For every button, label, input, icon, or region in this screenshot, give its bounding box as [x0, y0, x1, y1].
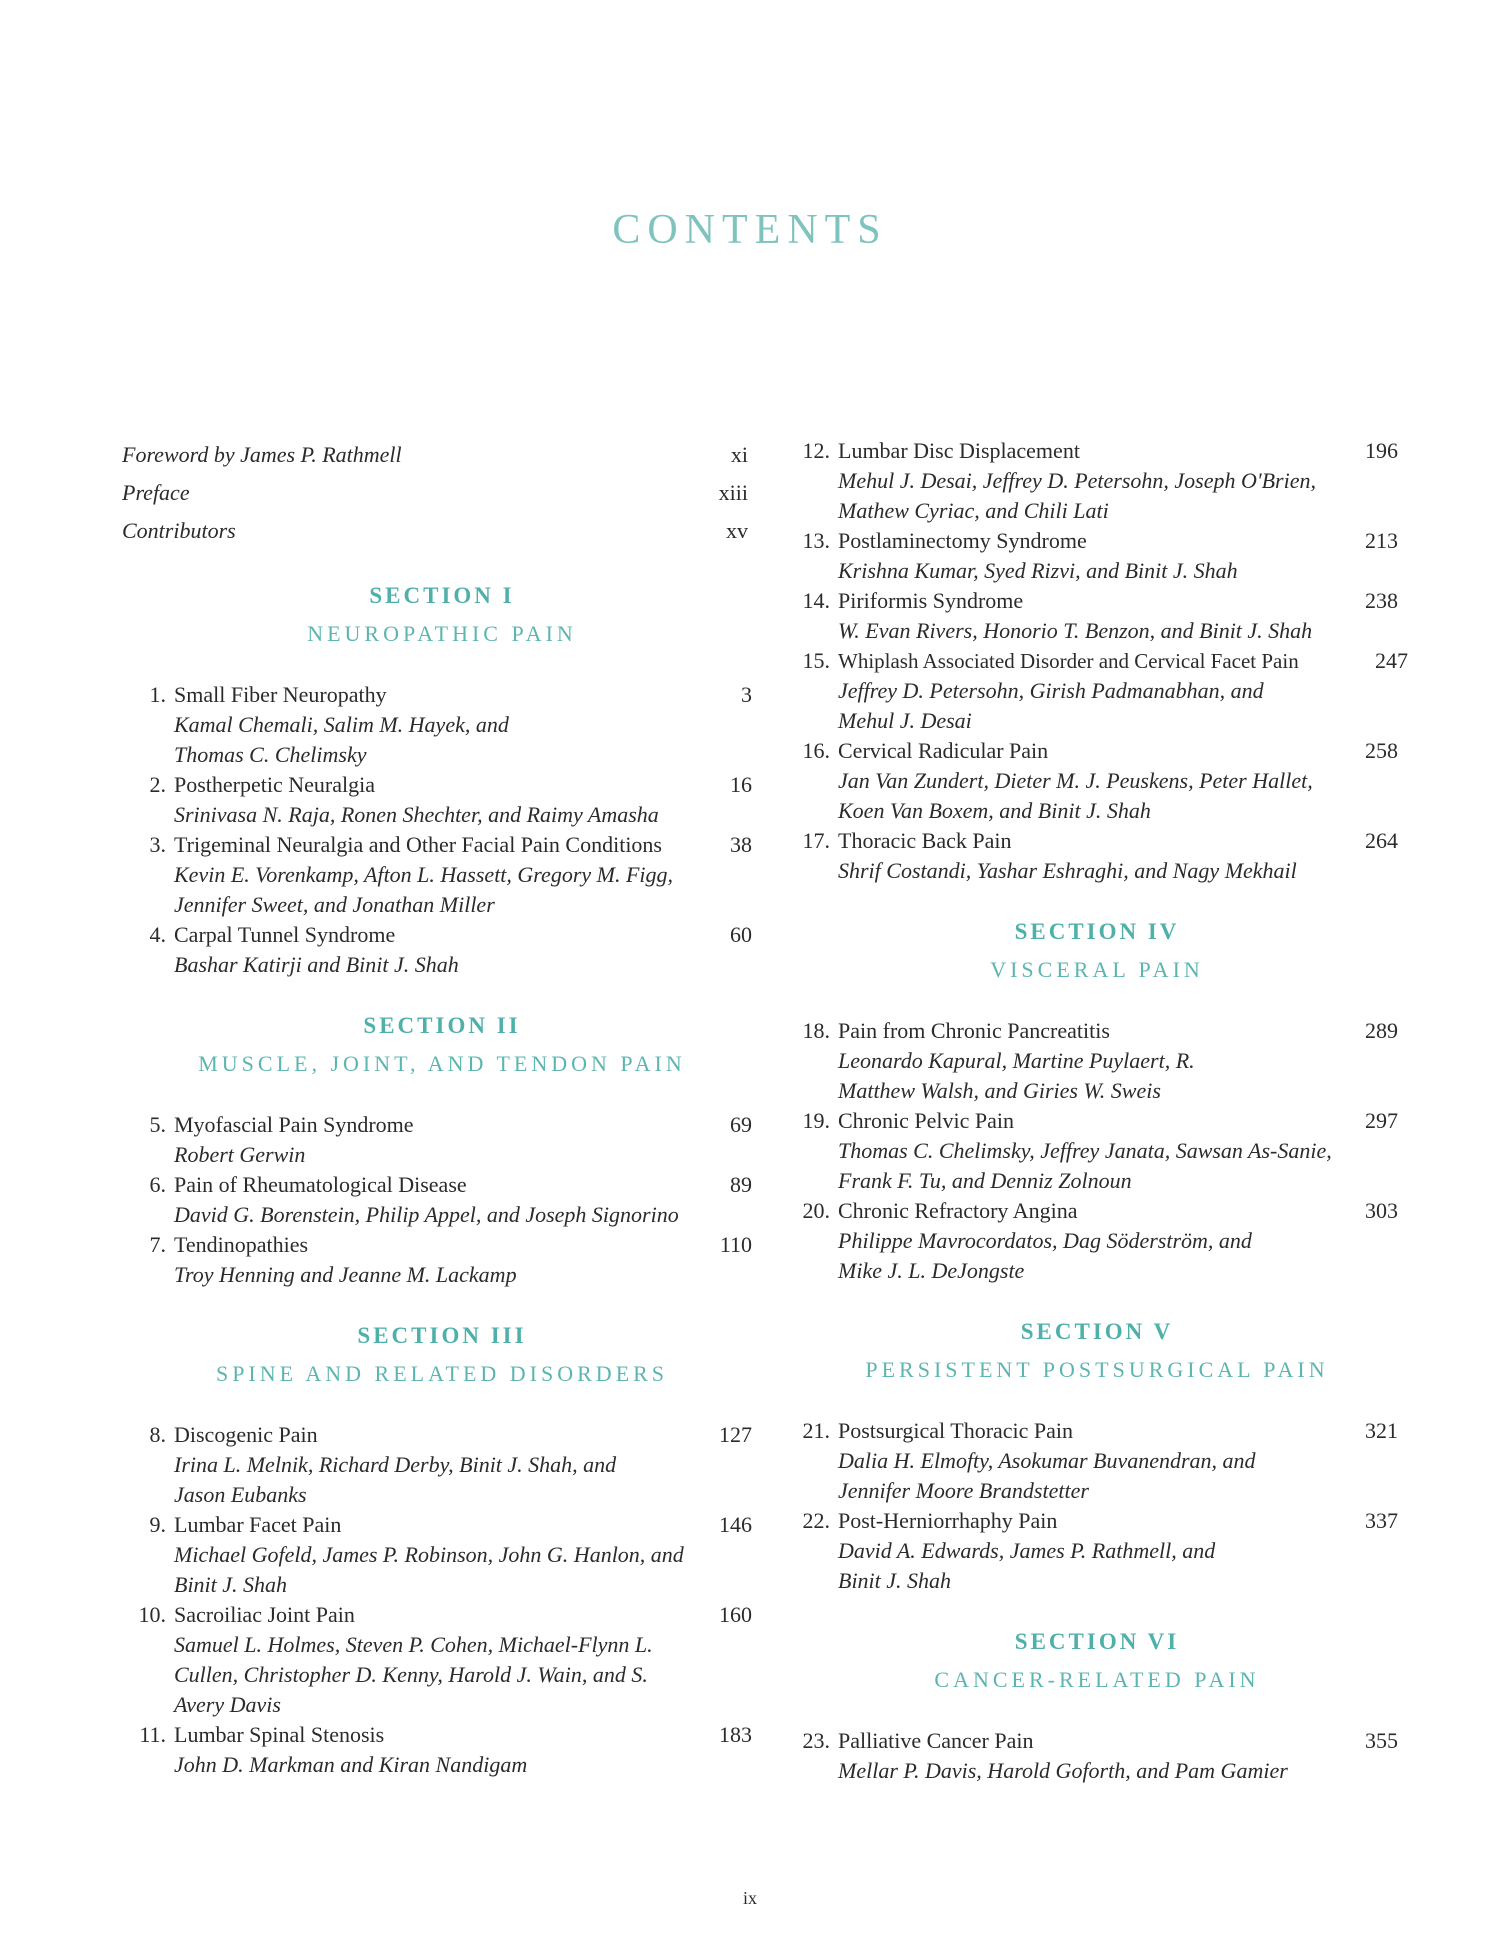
chapter-authors: Samuel L. Holmes, Steven P. Cohen, Michael-Flynn L. Cullen, Christopher D. Kenny, Harold J. Wain, and S. Avery Davis [174, 1632, 653, 1717]
chapter-page: 213 [1365, 528, 1398, 553]
chapter-entry-11 [122, 1720, 762, 1780]
section-number: SECTION VI [1014, 1629, 1180, 1654]
chapter-page: 264 [1365, 828, 1398, 853]
chapter-page: 238 [1365, 588, 1398, 613]
chapter-entry-10 [122, 1600, 762, 1720]
section-title: MUSCLE, JOINT, AND TENDON PAIN [198, 1051, 686, 1076]
chapter-number: 6. [149, 1172, 166, 1197]
section-number: SECTION IV [1014, 919, 1180, 944]
chapter-page: 110 [719, 1232, 752, 1257]
chapter-title: Sacroiliac Joint Pain [174, 1602, 355, 1627]
chapter-authors: Shrif Costandi, Yashar Eshraghi, and Nagy Mekhail [838, 858, 1297, 883]
section-title: SPINE AND RELATED DISORDERS [215, 1361, 669, 1386]
section-title: CANCER-RELATED PAIN [934, 1667, 1260, 1692]
page-number: ix [742, 1888, 757, 1908]
chapter-title: Postherpetic Neuralgia [174, 772, 375, 797]
chapter-page: 303 [1365, 1198, 1398, 1223]
chapter-page: 38 [730, 832, 752, 857]
chapter-number: 9. [149, 1512, 166, 1537]
chapter-authors: Mehul J. Desai, Jeffrey D. Petersohn, Joseph O'Brien, Mathew Cyriac, and Chili Lati [838, 468, 1316, 523]
chapter-number: 22. [802, 1508, 830, 1533]
chapter-authors: Jan Van Zundert, Dieter M. J. Peuskens, Peter Hallet, Koen Van Boxem, and Binit J. Shah [838, 768, 1313, 823]
chapter-number: 14. [802, 588, 830, 613]
chapter-number: 16. [802, 738, 830, 763]
chapter-number: 20. [802, 1198, 830, 1223]
chapter-page: 247 [1375, 648, 1408, 673]
chapter-entry-5 [122, 1110, 762, 1170]
chapter-entry-1 [122, 680, 762, 770]
section-3-heading [122, 1318, 762, 1394]
chapter-number: 23. [802, 1728, 830, 1753]
front-matter-page: xi [730, 442, 748, 467]
chapter-entry-22 [786, 1506, 1408, 1596]
chapter-page: 16 [730, 772, 752, 797]
chapter-title: Lumbar Spinal Stenosis [174, 1722, 385, 1747]
section-4-heading [786, 914, 1408, 990]
chapter-title: Lumbar Disc Displacement [838, 438, 1080, 463]
chapter-title: Pain of Rheumatological Disease [174, 1172, 467, 1197]
chapter-authors: Dalia H. Elmofty, Asokumar Buvanendran, and Jennifer Moore Brandstetter [838, 1448, 1256, 1503]
section-6-heading [786, 1624, 1408, 1700]
chapter-number: 17. [802, 828, 830, 853]
chapter-authors: David G. Borenstein, Philip Appel, and Joseph Signorino [174, 1202, 679, 1227]
contents-left-column [122, 436, 762, 1780]
chapter-authors: Krishna Kumar, Syed Rizvi, and Binit J. Shah [838, 558, 1238, 583]
chapter-authors: Jeffrey D. Petersohn, Girish Padmanabhan, and Mehul J. Desai [838, 678, 1264, 733]
chapter-title: Cervical Radicular Pain [838, 738, 1049, 763]
chapter-title: Thoracic Back Pain [838, 828, 1012, 853]
chapter-number: 5. [149, 1112, 166, 1137]
front-matter-label: Preface [122, 480, 190, 505]
chapter-authors: John D. Markman and Kiran Nandigam [174, 1752, 528, 1777]
chapter-title: Piriformis Syndrome [838, 588, 1024, 613]
chapter-authors: Kevin E. Vorenkamp, Afton L. Hassett, Gregory M. Figg, Jennifer Sweet, and Jonathan Miller [174, 862, 674, 917]
chapter-entry-8 [122, 1420, 762, 1510]
chapter-authors: Srinivasa N. Raja, Ronen Shechter, and Raimy Amasha [174, 802, 659, 827]
chapter-title: Postsurgical Thoracic Pain [838, 1418, 1074, 1443]
section-number: SECTION III [357, 1323, 527, 1348]
chapter-number: 11. [139, 1722, 166, 1747]
chapter-authors: Thomas C. Chelimsky, Jeffrey Janata, Sawsan As-Sanie, Frank F. Tu, and Denniz Zolnoun [838, 1138, 1332, 1193]
chapter-page: 289 [1365, 1018, 1398, 1043]
chapter-entry-16 [786, 736, 1408, 826]
chapter-page: 60 [730, 922, 752, 947]
front-matter-foreword [122, 436, 762, 474]
front-matter-label: Contributors [122, 518, 236, 543]
chapter-entry-20 [786, 1196, 1408, 1286]
chapter-authors: Kamal Chemali, Salim M. Hayek, and Thomas C. Chelimsky [174, 712, 509, 767]
chapter-page: 183 [719, 1722, 752, 1747]
chapter-number: 10. [138, 1602, 166, 1627]
chapter-number: 15. [802, 648, 830, 673]
chapter-number: 1. [149, 682, 166, 707]
front-matter-contributors [122, 512, 762, 550]
chapter-entry-9 [122, 1510, 762, 1600]
chapter-entry-23 [786, 1726, 1408, 1786]
chapter-entry-18 [786, 1016, 1408, 1106]
chapter-page: 89 [730, 1172, 752, 1197]
chapter-entry-17 [786, 826, 1408, 886]
contents-right-column [786, 436, 1408, 1786]
chapter-number: 13. [802, 528, 830, 553]
chapter-title: Trigeminal Neuralgia and Other Facial Pain Conditions [174, 832, 662, 857]
section-5-heading [786, 1314, 1408, 1390]
chapter-page: 196 [1365, 438, 1398, 463]
chapter-page: 297 [1365, 1108, 1398, 1133]
chapter-entry-15 [786, 646, 1408, 736]
chapter-title: Pain from Chronic Pancreatitis [838, 1018, 1110, 1043]
chapter-title: Tendinopathies [174, 1232, 309, 1257]
chapter-number: 7. [149, 1232, 166, 1257]
chapter-authors: W. Evan Rivers, Honorio T. Benzon, and Binit J. Shah [838, 618, 1313, 643]
chapter-page: 69 [730, 1112, 752, 1137]
page-title: CONTENTS [612, 207, 888, 253]
chapter-page: 127 [719, 1422, 752, 1447]
chapter-authors: Bashar Katirji and Binit J. Shah [174, 952, 459, 977]
chapter-page: 355 [1365, 1728, 1398, 1753]
chapter-entry-3 [122, 830, 762, 920]
chapter-title: Myofascial Pain Syndrome [174, 1112, 414, 1137]
chapter-entry-14 [786, 586, 1408, 646]
chapter-entry-13 [786, 526, 1408, 586]
front-matter-preface [122, 474, 762, 512]
chapter-title: Post-Herniorrhaphy Pain [838, 1508, 1058, 1533]
section-1-heading [122, 578, 762, 654]
chapter-title: Whiplash Associated Disorder and Cervical Facet Pain [838, 649, 1299, 673]
chapter-number: 8. [149, 1422, 166, 1447]
chapter-number: 4. [149, 922, 166, 947]
chapter-number: 3. [149, 832, 166, 857]
section-title: NEUROPATHIC PAIN [307, 621, 577, 646]
chapter-entry-7 [122, 1230, 762, 1290]
chapter-number: 18. [802, 1018, 830, 1043]
chapter-page: 337 [1365, 1508, 1398, 1533]
chapter-entry-19 [786, 1106, 1408, 1196]
chapter-page: 321 [1365, 1418, 1398, 1443]
chapter-entry-6 [122, 1170, 762, 1230]
chapter-number: 2. [149, 772, 166, 797]
chapter-title: Carpal Tunnel Syndrome [174, 922, 396, 947]
front-matter-page: xiii [718, 480, 748, 505]
chapter-title: Postlaminectomy Syndrome [838, 528, 1087, 553]
chapter-number: 21. [802, 1418, 830, 1443]
chapter-authors: Robert Gerwin [174, 1142, 306, 1167]
chapter-page: 146 [719, 1512, 752, 1537]
chapter-title: Lumbar Facet Pain [174, 1512, 342, 1537]
chapter-page: 258 [1365, 738, 1398, 763]
chapter-number: 12. [802, 438, 830, 463]
chapter-entry-2 [122, 770, 762, 830]
chapter-page: 160 [719, 1602, 752, 1627]
section-number: SECTION I [369, 583, 515, 608]
chapter-title: Chronic Refractory Angina [838, 1198, 1078, 1223]
chapter-entry-21 [786, 1416, 1408, 1506]
section-title: VISCERAL PAIN [990, 957, 1204, 982]
chapter-entry-12 [786, 436, 1408, 526]
chapter-authors: Michael Gofeld, James P. Robinson, John G. Hanlon, and Binit J. Shah [174, 1542, 684, 1597]
chapter-title: Small Fiber Neuropathy [174, 682, 387, 707]
section-2-heading [122, 1008, 762, 1084]
chapter-authors: Philippe Mavrocordatos, Dag Söderström, and Mike J. L. DeJongste [838, 1228, 1252, 1283]
chapter-authors: Mellar P. Davis, Harold Goforth, and Pam Gamier [838, 1758, 1288, 1783]
front-matter-page: xv [726, 518, 748, 543]
chapter-number: 19. [802, 1108, 830, 1133]
chapter-authors: Troy Henning and Jeanne M. Lackamp [174, 1262, 517, 1287]
chapter-title: Palliative Cancer Pain [838, 1728, 1034, 1753]
section-title: PERSISTENT POSTSURGICAL PAIN [865, 1357, 1329, 1382]
front-matter-label: Foreword by James P. Rathmell [122, 442, 402, 467]
section-number: SECTION V [1020, 1319, 1174, 1344]
chapter-page: 3 [741, 682, 752, 707]
chapter-title: Chronic Pelvic Pain [838, 1108, 1014, 1133]
chapter-title: Discogenic Pain [174, 1422, 318, 1447]
chapter-entry-4 [122, 920, 762, 980]
chapter-authors: Leonardo Kapural, Martine Puylaert, R. Matthew Walsh, and Giries W. Sweis [838, 1048, 1195, 1103]
chapter-authors: Irina L. Melnik, Richard Derby, Binit J. Shah, and Jason Eubanks [174, 1452, 617, 1507]
section-number: SECTION II [363, 1013, 521, 1038]
chapter-authors: David A. Edwards, James P. Rathmell, and Binit J. Shah [838, 1538, 1216, 1593]
